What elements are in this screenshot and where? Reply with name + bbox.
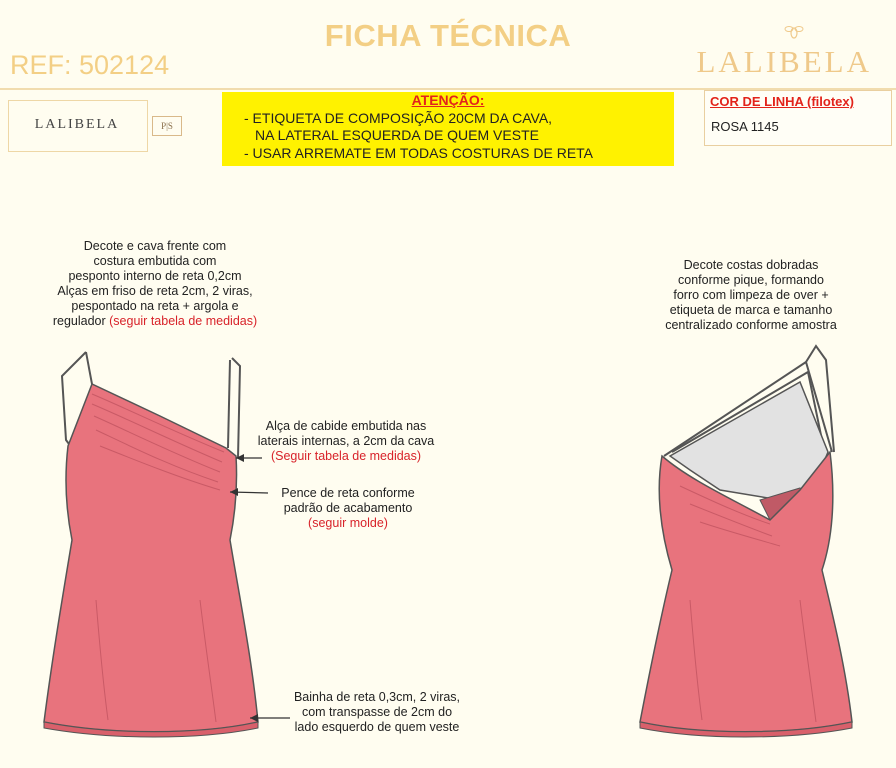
attention-line-3: - USAR ARREMATE EM TODAS COSTURAS DE RETA (244, 145, 594, 161)
attention-line-2: NA LATERAL ESQUERDA DE QUEM VESTE (255, 127, 539, 143)
note-hem: Bainha de reta 0,3cm, 2 viras, com transpasse de 2cm do lado esquerdo de quem veste (293, 690, 461, 734)
reference-code: REF: 502124 (10, 50, 170, 80)
note-front-neckline: Decote e cava frente com costura embutida com pesponto interno de reta 0,2cm Alças em friso de reta 2cm, 2 viras, pespontado na reta + argola e regulador (seguir tabela de medidas) (52, 239, 258, 328)
attention-title: ATENÇÃO: (411, 92, 485, 108)
brand-label-text: LALIBELA (34, 117, 120, 132)
note-dart: Pence de reta conforme padrão de acabamento (seguir molde) (281, 486, 415, 530)
thread-color-value: ROSA 1145 (711, 119, 779, 134)
note-back-neckline: Decote costas dobradas conforme pique, formando forro com limpeza de over + etiqueta de marca e tamanho centralizado conforme amostra (665, 258, 837, 332)
brand-logo: LALIBELA (696, 44, 872, 79)
thread-color-title: COR DE LINHA (filotex) (710, 94, 854, 109)
front-body (44, 384, 258, 732)
size-mark: P|S (152, 116, 182, 136)
front-view (44, 352, 290, 737)
front-strap-right (232, 358, 240, 458)
attention-line-1: - ETIQUETA DE COMPOSIÇÃO 20CM DA CAVA, (244, 110, 553, 126)
back-view (640, 346, 852, 737)
page-title: FICHA TÉCNICA (324, 18, 572, 53)
note-hanger-loop: Alça de cabide embutida nas laterais internas, a 2cm da cava (Seguir tabela de medidas) (257, 419, 435, 463)
